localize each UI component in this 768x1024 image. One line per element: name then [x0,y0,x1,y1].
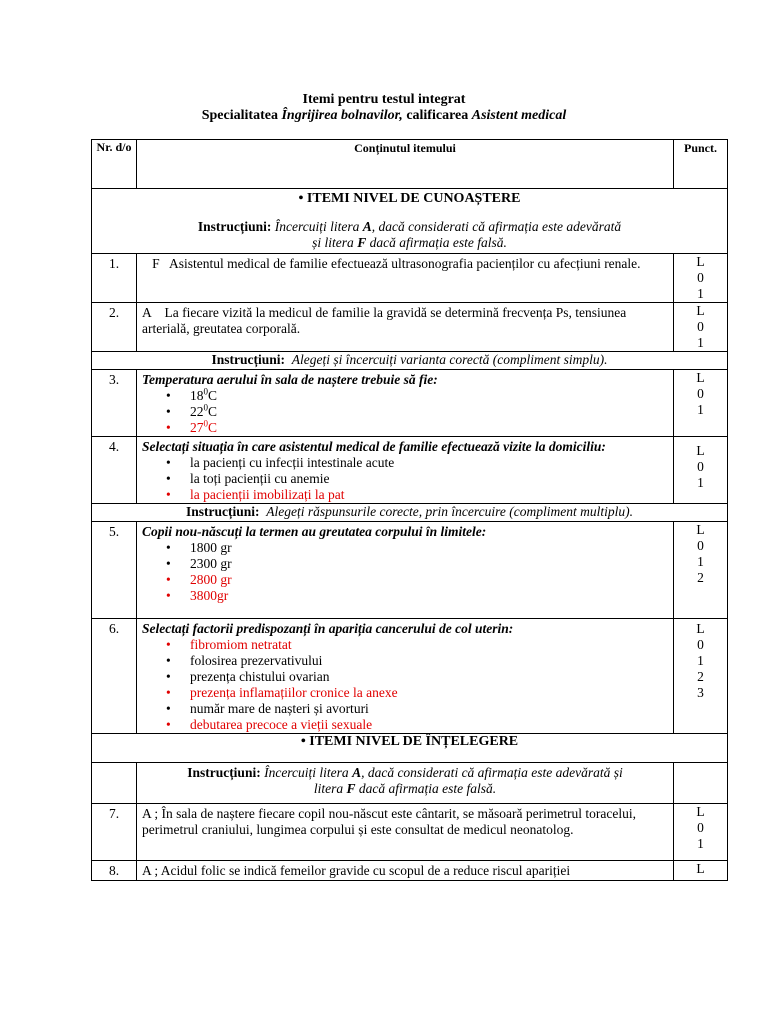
options-list [142,455,668,503]
list-item: • 2300 gr [166,556,668,572]
instruction-row-true-false-2 [92,763,728,804]
item-question: Selectați factorii predispozanți în apariția cancerului de col uterin: [142,621,514,636]
section-title-knowledge: • ITEMI NIVEL DE CUNOAȘTERE [92,189,727,207]
list-item-correct: • $27^0C$ [166,420,668,436]
list-item-correct: • prezența inflamațiilor cronice la anexe [166,685,668,701]
items-table [91,139,728,881]
item-content [137,370,674,437]
document-title: Itemi pentru testul integrat [302,92,466,107]
list-item-correct: • fibromiom netratat [166,637,668,653]
item-text: F Asistentul medical de familie efectuează ultrasonografia pacienților cu afecțiuni renale. [137,254,674,303]
item-points: L 0 1 [674,254,728,303]
item-question: Copii nou-născuți la termen au greutatea corpului în limitele: [142,524,487,539]
section-knowledge-row [92,189,728,254]
table-row [92,619,728,734]
item-points: L 0 1 [674,437,728,504]
item-points: L 0 1 [674,370,728,437]
item-points: L 0 1 [674,804,728,861]
instruction-row-simple: Instrucțiuni: Alegeți și încercuiți varianta corectă (compliment simplu). [92,352,728,370]
table-row [92,254,728,303]
table-row [92,522,728,619]
item-number: 2. [92,303,137,352]
instruction-true-false: Instrucțiuni: Încercuiți litera A, dacă considerati că afirmația este adevărată și litera F dacă afirmația este falsă. [197,219,622,250]
col-header-nr: Nr. d/o [92,140,137,189]
item-content [137,522,674,619]
list-item: • folosirea prezervativului [166,653,668,669]
item-question: Selectați situația în care asistentul medical de familie efectuează vizite la domiciliu: [142,439,606,454]
list-item: • $18^0C$ [166,388,668,404]
document-subtitle: Specialitatea Îngrijirea bolnavilor, calificarea Asistent medical [201,108,567,123]
item-number: 1. [92,254,137,303]
item-points: L [674,861,728,881]
list-item: • la toți pacienții cu anemie [166,471,668,487]
list-item-correct: • 3800gr [166,588,668,604]
instruction-row-multiple: Instrucțiuni: Alegeți răspunsurile corecte, prin încercuire (compliment multiplu). [92,504,728,522]
table-row [92,303,728,352]
item-number: 5. [92,522,137,619]
list-item-correct: • 2800 gr [166,572,668,588]
list-item: • număr mare de nașteri și avorturi [166,701,668,717]
item-points: L 0 1 [674,303,728,352]
list-item: • la pacienți cu infecții intestinale acute [166,455,668,471]
list-item: • prezența chistului ovarian [166,669,668,685]
item-number: 3. [92,370,137,437]
table-row [92,437,728,504]
item-points: L 0 1 2 3 [674,619,728,734]
table-row [92,370,728,437]
options-list [142,637,668,733]
instruction-true-false-2: Instrucțiuni: Încercuiți litera A, dacă considerati că afirmația este adevărată și litera F dacă afirmația este falsă. [137,763,674,804]
section-title-understanding: • ITEMI NIVEL DE ÎNȚELEGERE [92,734,727,750]
section-understanding-row [92,734,728,763]
list-item: • 1800 gr [166,540,668,556]
col-header-points: Punct. [674,140,728,189]
item-number: 8. [92,861,137,881]
item-points: L 0 1 2 [674,522,728,619]
options-list [142,540,668,604]
list-item: • $22^0C$ [166,404,668,420]
item-question: Temperatura aerului în sala de naștere trebuie să fie: [142,372,438,387]
item-number: 4. [92,437,137,504]
table-row [92,804,728,861]
item-content [137,619,674,734]
col-header-content: Conținutul itemului [137,140,674,189]
table-header-row [92,140,728,189]
item-number: 6. [92,619,137,734]
item-number: 7. [92,804,137,861]
item-text: A ; În sala de naștere fiecare copil nou-născut este cântarit, se măsoară perimetrul toracelui, perimetrul craniului, lungimea corpului și este consultat de medicul neonatolog. [137,804,674,861]
item-text: A La fiecare vizită la medicul de familie la gravidă se determină frecvența Ps, tensiunea arterială, greutatea corporală. [137,303,674,352]
item-text: A ; Acidul folic se indică femeilor gravide cu scopul de a reduce riscul apariției [137,861,674,881]
list-item-correct: • la pacienții imobilizați la pat [166,487,668,503]
options-list [142,388,668,436]
list-item-correct: • debutarea precoce a vieții sexuale [166,717,668,733]
item-content [137,437,674,504]
table-row [92,861,728,881]
